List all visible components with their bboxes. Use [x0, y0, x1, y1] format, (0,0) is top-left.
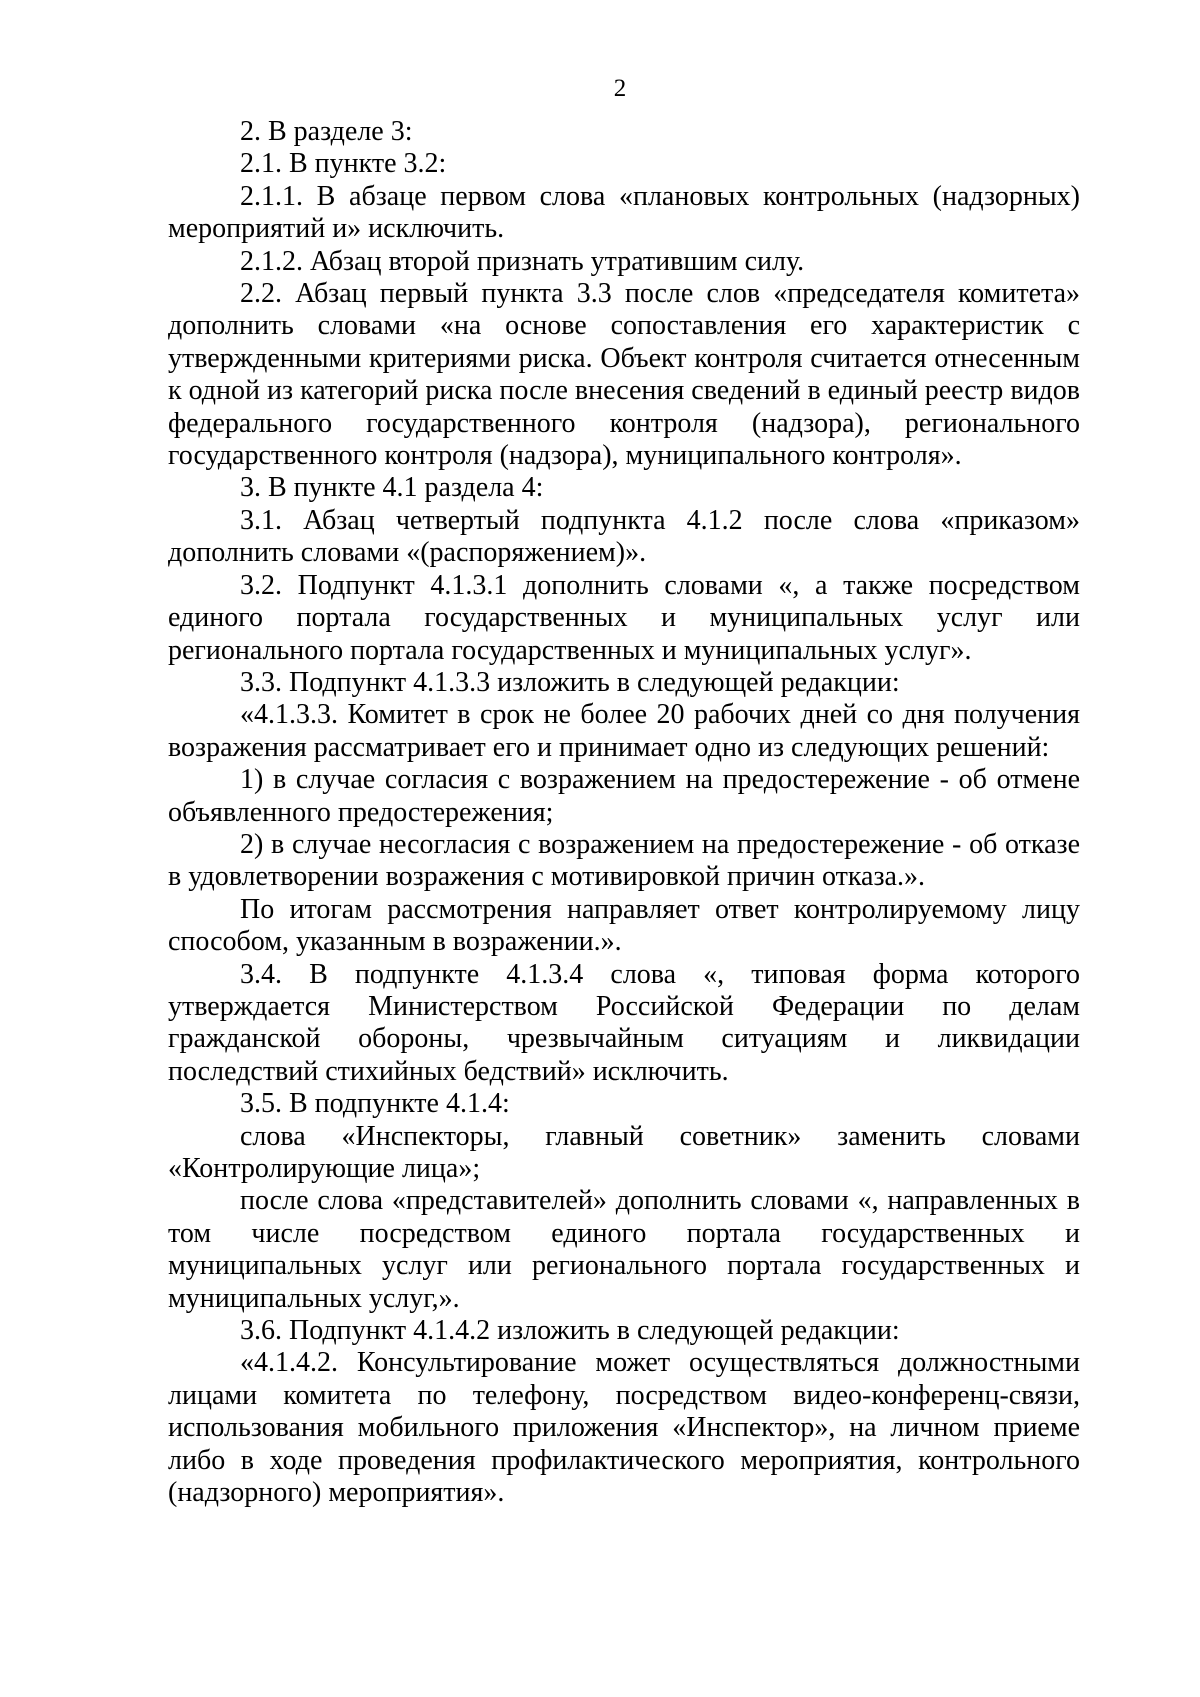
paragraph: 1) в случае согласия с возражением на предостережение - об отмене объявленного предостережения;	[168, 764, 1080, 828]
paragraph: 3.1. Абзац четвертый подпункта 4.1.2 после слова «приказом» дополнить словами «(распоряжением)».	[168, 504, 1080, 569]
document-body	[168, 116, 1080, 1509]
paragraph: 3.2. Подпункт 4.1.3.1 дополнить словами «, а также посредством единого портала государственных и муниципальных услуг или регионального портала государственных и муниципальных услуг».	[168, 569, 1080, 666]
paragraph: 2.1.1. В абзаце первом слова «плановых контрольных (надзорных) мероприятий и» исключить.	[168, 180, 1080, 245]
paragraph: после слова «представителей» дополнить словами «, направленных в том числе посредством единого портала государственных и муниципальных услуг или регионального портала государственных и муниципальных услуг,».	[168, 1185, 1080, 1314]
paragraph: слова «Инспекторы, главный советник» заменить словами «Контролирующие лица»;	[168, 1120, 1080, 1184]
paragraph: 2.2. Абзац первый пункта 3.3 после слов «председателя комитета» дополнить словами «на основе сопоставления его характеристик с утвержденными критериями риска. Объект контроля считается отнесенным к одной из категорий риска после внесения сведений в единый реестр видов федерального государственного контроля (надзора), регионального государственного контроля (надзора), муниципального контроля».	[168, 278, 1080, 472]
paragraph: 2. В разделе 3:	[240, 116, 413, 147]
paragraph: По итогам рассмотрения направляет ответ контролируемому лицу способом, указанным в возражении.».	[168, 893, 1080, 958]
paragraph: «4.1.3.3. Комитет в срок не более 20 рабочих дней со дня получения возражения рассматривает его и принимает одно из следующих решений:	[168, 699, 1080, 763]
paragraph: 3.3. Подпункт 4.1.3.3 изложить в следующей редакции:	[240, 666, 900, 698]
paragraph: 3.6. Подпункт 4.1.4.2 изложить в следующей редакции:	[240, 1315, 900, 1347]
page-number: 2	[613, 75, 627, 102]
paragraph: 3.5. В подпункте 4.1.4:	[240, 1088, 510, 1120]
paragraph: 3.4. В подпункте 4.1.3.4 слова «, типовая форма которого утверждается Министерством Российской Федерации по делам гражданской обороны, чрезвычайным ситуациям и ликвидации последствий стихийных бедствий» исключить.	[168, 958, 1080, 1087]
paragraph: 3. В пункте 4.1 раздела 4:	[240, 472, 544, 504]
paragraph: «4.1.4.2. Консультирование может осуществляться должностными лицами комитета по телефону, посредством видео-конференц-связи, использования мобильного приложения «Инспектор», на личном приеме либо в ходе проведения профилактического мероприятия, контрольного (надзорного) мероприятия».	[168, 1347, 1080, 1509]
paragraph: 2.1.2. Абзац второй признать утратившим силу.	[240, 245, 805, 277]
paragraph: 2) в случае несогласия с возражением на предостережение - об отказе в удовлетворении возражения с мотивировкой причин отказа.».	[168, 828, 1080, 893]
paragraph: 2.1. В пункте 3.2:	[240, 148, 447, 180]
